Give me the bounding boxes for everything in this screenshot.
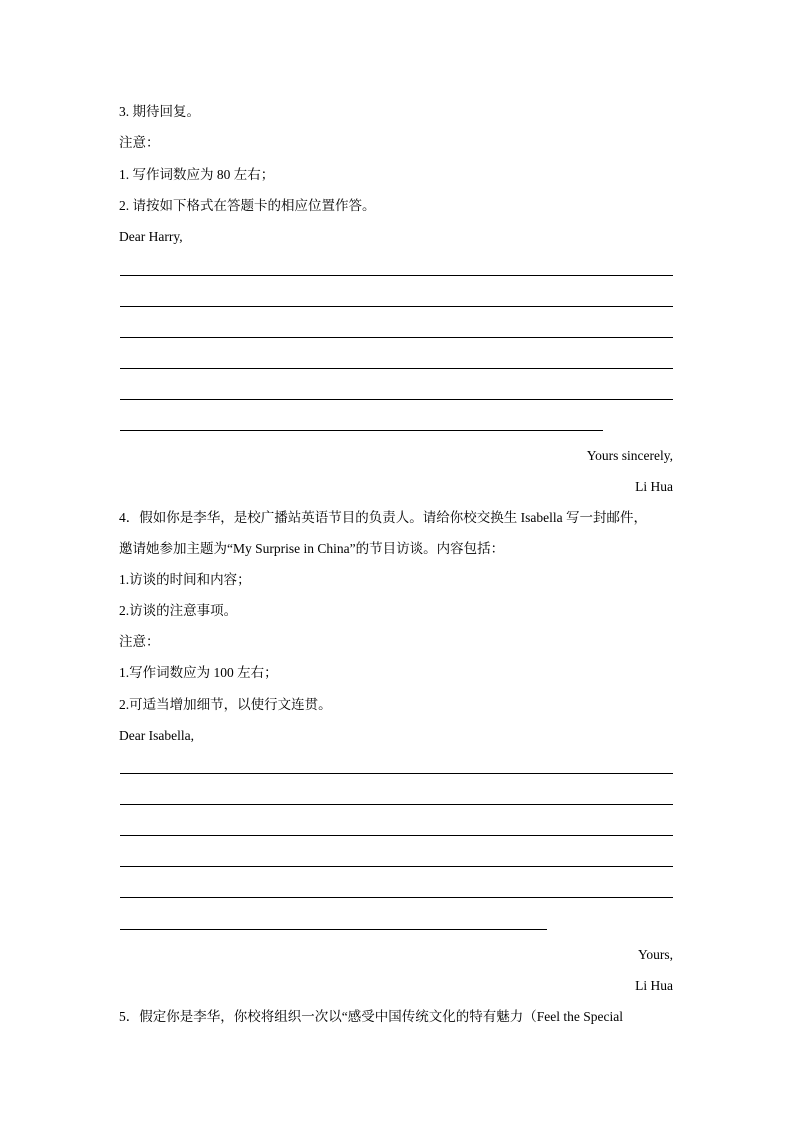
letter-closing: Yours sincerely, (586, 448, 673, 463)
question-4-prompt-line-2: 邀请她参加主题为“My Surprise in China”的节目访谈。内容包括： (119, 541, 505, 556)
item-3-reply: 3. 期待回复。 (119, 104, 200, 119)
letter-greeting: Dear Harry, (119, 229, 183, 244)
writing-line[interactable] (120, 306, 673, 307)
writing-line[interactable] (120, 866, 673, 867)
letter-signature: Li Hua (635, 978, 673, 993)
requirement-1: 1.写作词数应为 100 左右； (119, 665, 278, 680)
letter-greeting: Dear Isabella, (119, 728, 194, 743)
writing-line[interactable] (120, 897, 673, 898)
writing-line-short[interactable] (120, 929, 547, 930)
requirement-1: 1. 写作词数应为 80 左右； (119, 167, 275, 182)
notice-label: 注意： (119, 135, 160, 150)
requirement-2: 2.可适当增加细节，以使行文连贯。 (119, 697, 332, 712)
letter-signature: Li Hua (635, 479, 673, 494)
writing-line[interactable] (120, 773, 673, 774)
writing-line[interactable] (120, 337, 673, 338)
question-4-prompt-line-1: 4．假如你是李华，是校广播站英语节目的负责人。请给你校交换生 Isabella 写一封邮件， (119, 510, 647, 525)
writing-line-short[interactable] (120, 430, 603, 431)
writing-line[interactable] (120, 804, 673, 805)
letter-closing: Yours, (637, 947, 673, 962)
notice-label: 注意： (119, 634, 160, 649)
content-item-2: 2.访谈的注意事项。 (119, 603, 238, 618)
requirement-2: 2. 请按如下格式在答题卡的相应位置作答。 (119, 198, 376, 213)
question-5-prompt-line-1: 5．假定你是李华，你校将组织一次以“感受中国传统文化的特有魅力（Feel the Special (119, 1009, 623, 1024)
writing-line[interactable] (120, 399, 673, 400)
content-item-1: 1.访谈的时间和内容； (119, 572, 251, 587)
writing-line[interactable] (120, 368, 673, 369)
writing-line[interactable] (120, 835, 673, 836)
writing-line[interactable] (120, 275, 673, 276)
